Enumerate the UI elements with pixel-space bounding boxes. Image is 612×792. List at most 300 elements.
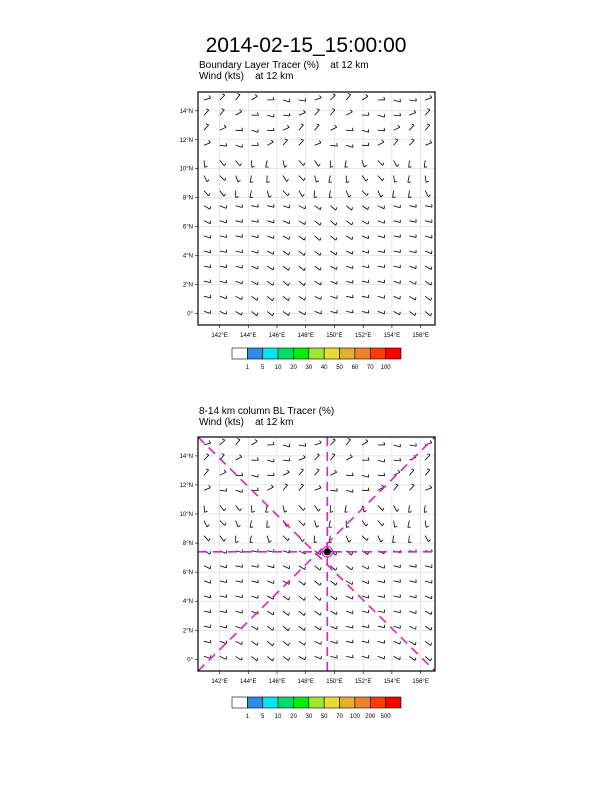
wind-barb-shaft — [409, 445, 416, 446]
wind-barb-flag — [336, 597, 337, 600]
wind-barb-flag — [382, 178, 384, 181]
wind-barb-shaft — [204, 191, 209, 196]
wind-barb-shaft — [362, 176, 366, 182]
wind-barb-shaft — [315, 176, 317, 183]
wind-barb-flag — [320, 222, 321, 225]
wind-barb-shaft — [204, 443, 211, 445]
wind-barb-flag — [349, 195, 351, 197]
wind-barb-shaft — [409, 281, 415, 284]
wind-barb-shaft — [220, 490, 227, 491]
wind-barb-shaft — [394, 281, 401, 283]
wind-barb-shaft — [329, 521, 330, 528]
wind-barb-shaft — [204, 626, 211, 627]
wind-barb-shaft — [394, 266, 401, 268]
wind-barb-shaft — [378, 115, 385, 117]
wind-barb-shaft — [409, 113, 416, 116]
wind-barb-flag — [411, 124, 414, 125]
wind-barb-shaft — [251, 266, 257, 269]
wind-barb-shaft — [204, 311, 211, 313]
wind-barb-shaft — [299, 266, 304, 270]
wind-barb-shaft — [346, 145, 353, 147]
colorbar-label: 20 — [290, 714, 297, 720]
wind-barb-shaft — [346, 206, 351, 210]
wind-barb-shaft — [251, 441, 257, 445]
wind-barb-flag — [321, 627, 322, 630]
wind-barb-shaft — [283, 505, 284, 512]
x-tick-label: 144°E — [240, 333, 257, 339]
colorbar-box — [247, 697, 262, 708]
colorbar-label: 1 — [245, 714, 250, 720]
wind-barb-flag — [352, 552, 353, 555]
wind-barb-shaft — [424, 505, 425, 512]
colorbar-box — [232, 348, 247, 359]
wind-barb-shaft — [204, 98, 211, 100]
wind-barb-flag — [397, 509, 399, 511]
wind-barb-shaft — [204, 656, 211, 658]
colorbar-box — [340, 697, 355, 708]
wind-barb-shaft — [204, 221, 210, 224]
y-tick-label: 14°N — [179, 108, 193, 115]
wind-barb-shaft — [283, 221, 289, 224]
wind-barb-shaft — [393, 536, 394, 543]
wind-barb-shaft — [394, 311, 400, 314]
wind-barb-shaft — [394, 596, 401, 597]
wind-barb-flag — [395, 526, 398, 527]
wind-barb-shaft — [267, 251, 273, 254]
wind-barb-flag — [416, 443, 417, 446]
wind-barb-shaft — [425, 296, 431, 300]
wind-barb-shaft — [267, 206, 274, 208]
wind-barb-flag — [426, 181, 429, 182]
wind-barb-shaft — [283, 566, 289, 569]
wind-barb-flag — [319, 95, 321, 97]
wind-barb-shaft — [330, 296, 337, 298]
wind-barb-shaft — [204, 536, 209, 541]
wind-barb-shaft — [299, 470, 304, 475]
wind-barb-flag — [364, 165, 366, 167]
wind-barb-shaft — [330, 490, 337, 491]
wind-barb-shaft — [267, 221, 274, 223]
wind-barb-shaft — [220, 311, 226, 314]
panel2-title: 8-14 km column BL Tracer (%) — [199, 406, 335, 417]
wind-barb-shaft — [378, 626, 385, 628]
wind-barb-shaft — [425, 581, 432, 583]
wind-barb-flag — [428, 540, 430, 542]
wind-barb-flag — [210, 551, 211, 554]
y-tick-label: 2°N — [182, 628, 193, 635]
wind-barb-shaft — [409, 160, 410, 167]
wind-barb-flag — [384, 442, 385, 445]
wind-barb-shaft — [220, 281, 227, 283]
wind-barb-shaft — [330, 611, 336, 614]
wind-barb-flag — [335, 470, 337, 472]
wind-barb-flag — [287, 470, 289, 472]
x-tick-label: 156°E — [412, 679, 429, 685]
wind-barb-shaft — [220, 611, 227, 612]
wind-barb-shaft — [330, 236, 336, 240]
wind-barb-shaft — [346, 440, 350, 445]
wind-barb-shaft — [267, 115, 274, 117]
wind-barb-flag — [224, 470, 226, 472]
colorbar-box — [370, 348, 385, 359]
wind-barb-flag — [330, 166, 333, 167]
panel1-title: Boundary Layer Tracer (%) — [199, 60, 320, 71]
x-tick-label: 154°E — [383, 679, 401, 685]
wind-barb-shaft — [346, 236, 352, 240]
wind-barb-shaft — [220, 191, 224, 197]
panel-2 — [180, 437, 435, 720]
wind-barb-shaft — [267, 626, 273, 630]
wind-barb-flag — [430, 485, 432, 487]
wind-barb-shaft — [283, 140, 288, 145]
wind-barb-shaft — [378, 581, 385, 583]
x-tick-label: 150°E — [326, 679, 343, 685]
wind-barb-shaft — [408, 176, 410, 183]
wind-barb-flag — [207, 525, 209, 527]
wind-barb-flag — [431, 612, 432, 615]
wind-barb-shaft — [299, 626, 305, 630]
wind-barb-shaft — [220, 656, 226, 659]
wind-barb-shaft — [283, 236, 289, 240]
wind-barb-shaft — [299, 281, 305, 285]
wind-barb-flag — [352, 567, 353, 570]
wind-barb-flag — [366, 524, 368, 526]
wind-barb-flag — [352, 207, 353, 210]
wind-barb-flag — [305, 297, 306, 300]
wind-barb-flag — [273, 643, 274, 646]
wind-barb-shaft — [251, 641, 257, 645]
wind-barb-flag — [346, 526, 349, 527]
wind-barb-shaft — [251, 581, 258, 583]
wind-barb-shaft — [236, 221, 243, 222]
colorbar-label: 10 — [274, 714, 282, 720]
wind-barb-shaft — [394, 221, 401, 223]
wind-barb-flag — [320, 207, 321, 210]
wind-barb-flag — [224, 539, 226, 541]
wind-barb-flag — [288, 298, 289, 301]
wind-barb-flag — [398, 125, 400, 127]
wind-barb-flag — [257, 658, 258, 661]
wind-barb-shaft — [236, 641, 242, 644]
wind-barb-flag — [288, 268, 289, 271]
wind-barb-shaft — [299, 581, 305, 585]
wind-barb-shaft — [394, 176, 395, 183]
wind-barb-shaft — [299, 566, 305, 570]
wind-barb-shaft — [425, 566, 432, 568]
wind-barb-shaft — [409, 581, 416, 583]
wind-barb-shaft — [425, 488, 432, 490]
wind-barb-shaft — [330, 656, 337, 658]
wind-barb-shaft — [378, 221, 385, 223]
colorbar-box — [263, 348, 278, 359]
wind-barb-shaft — [378, 656, 385, 658]
wind-barb-shaft — [330, 251, 336, 255]
wind-barb-flag — [304, 253, 305, 256]
wind-barb-flag — [381, 540, 383, 542]
wind-barb-flag — [238, 180, 240, 182]
wind-barb-flag — [205, 166, 208, 167]
wind-barb-shaft — [346, 656, 353, 657]
y-tick-label: 14°N — [179, 453, 193, 460]
wind-barb-shaft — [409, 611, 416, 613]
x-tick-label: 146°E — [268, 333, 286, 339]
panel1-title-suffix: at 12 km — [330, 60, 369, 71]
wind-barb-flag — [258, 488, 259, 491]
wind-barb-shaft — [299, 521, 304, 526]
wind-barb-shaft — [283, 296, 288, 300]
wind-barb-flag — [237, 94, 240, 95]
wind-barb-flag — [287, 179, 289, 181]
wind-barb-shaft — [315, 206, 321, 210]
wind-barb-shaft — [394, 626, 401, 628]
wind-barb-flag — [320, 598, 321, 601]
wind-barb-shaft — [393, 191, 394, 198]
wind-barb-shaft — [346, 251, 352, 254]
wind-barb-shaft — [315, 443, 322, 445]
wind-barb-shaft — [425, 251, 431, 254]
wind-barb-shaft — [409, 470, 414, 475]
wind-barb-shaft — [299, 611, 304, 615]
colorbar-label: 100 — [380, 365, 391, 371]
wind-barb-shaft — [299, 176, 304, 181]
wind-barb-shaft — [299, 311, 305, 314]
x-tick-label: 142°E — [211, 333, 228, 339]
wind-barb-shaft — [346, 457, 352, 460]
wind-barb-flag — [400, 657, 401, 660]
wind-barb-flag — [336, 552, 337, 555]
wind-barb-flag — [304, 523, 305, 526]
wind-barb-flag — [320, 238, 321, 241]
wind-barb-shaft — [315, 236, 320, 241]
wind-barb-flag — [304, 178, 305, 181]
wind-barb-shaft — [220, 626, 227, 628]
y-tick-label: 10°N — [179, 512, 193, 519]
wind-barb-shaft — [283, 176, 287, 182]
colorbar-box — [247, 348, 262, 359]
wind-barb-shaft — [251, 566, 258, 567]
wind-barb-shaft — [346, 281, 353, 283]
colorbar-label: 200 — [365, 714, 376, 720]
wind-barb-shaft — [315, 266, 321, 270]
wind-barb-shaft — [220, 160, 224, 165]
wind-barb-flag — [333, 439, 336, 440]
wind-barb-shaft — [204, 470, 209, 475]
wind-barb-flag — [431, 298, 432, 301]
wind-barb-shaft — [378, 206, 384, 209]
wind-barb-flag — [303, 508, 304, 511]
colorbar-box — [232, 697, 247, 708]
wind-barb-shaft — [409, 485, 414, 490]
wind-barb-shaft — [267, 611, 273, 615]
wind-barb-shaft — [236, 566, 243, 567]
wind-barb-flag — [426, 526, 429, 527]
wind-barb-flag — [304, 598, 305, 601]
wind-barb-flag — [318, 509, 320, 511]
wind-barb-shaft — [394, 472, 400, 475]
x-tick-label: 156°E — [412, 333, 429, 339]
wind-barb-shaft — [283, 266, 288, 270]
wind-barb-shaft — [251, 130, 258, 132]
wind-barb-shaft — [315, 98, 322, 100]
wind-barb-flag — [273, 612, 274, 615]
wind-barb-flag — [301, 124, 304, 125]
wind-barb-shaft — [236, 440, 240, 445]
wind-barb-shaft — [267, 281, 273, 285]
wind-barb-shaft — [315, 470, 320, 475]
wind-barb-flag — [320, 567, 321, 570]
wind-barb-shaft — [283, 127, 289, 130]
wind-barb-shaft — [250, 536, 251, 543]
wind-barb-shaft — [299, 206, 305, 209]
wind-barb-flag — [382, 140, 384, 142]
wind-barb-shaft — [394, 140, 399, 145]
wind-barb-shaft — [204, 596, 211, 598]
wind-barb-flag — [382, 523, 384, 526]
wind-barb-flag — [302, 194, 304, 196]
wind-barb-flag — [305, 567, 306, 570]
wind-barb-flag — [269, 541, 271, 543]
wind-barb-shaft — [315, 611, 321, 615]
wind-barb-shaft — [378, 521, 383, 526]
colorbar-box — [340, 348, 355, 359]
wind-barb-shaft — [425, 266, 431, 269]
wind-barb-flag — [368, 143, 369, 146]
wind-barb-flag — [258, 143, 259, 146]
wind-barb-shaft — [204, 566, 210, 569]
wind-barb-shaft — [220, 176, 225, 181]
wind-barb-shaft — [409, 251, 416, 253]
wind-barb-flag — [241, 657, 242, 660]
wind-barb-shaft — [236, 490, 243, 492]
wind-barb-flag — [395, 181, 398, 182]
wind-barb-shaft — [204, 521, 207, 527]
wind-barb-flag — [397, 164, 399, 166]
wind-barb-flag — [368, 207, 369, 210]
wind-barb-shaft — [299, 485, 304, 490]
wind-barb-shaft — [425, 536, 428, 542]
y-tick-label: 8°N — [182, 541, 193, 548]
wind-barb-shaft — [378, 611, 385, 612]
wind-barb-shaft — [236, 581, 243, 582]
wind-barb-shaft — [394, 206, 401, 208]
y-tick-label: 0° — [187, 657, 193, 664]
wind-barb-flag — [273, 628, 274, 631]
wind-barb-flag — [348, 439, 351, 440]
panel1-subtitle-suffix: at 12 km — [255, 71, 294, 82]
wind-barb-shaft — [346, 626, 353, 628]
wind-barb-flag — [206, 469, 209, 470]
wind-barb-flag — [224, 163, 226, 166]
wind-barb-shaft — [220, 296, 227, 298]
wind-barb-shaft — [346, 536, 349, 543]
wind-barb-shaft — [267, 641, 272, 645]
wind-barb-flag — [336, 237, 337, 240]
wind-barb-flag — [209, 538, 211, 541]
wind-barb-shaft — [346, 266, 353, 268]
wind-barb-flag — [255, 94, 257, 96]
x-tick-label: 148°E — [297, 333, 314, 339]
wind-barb-flag — [337, 612, 338, 615]
wind-barb-flag — [304, 613, 305, 616]
wind-barb-shaft — [267, 536, 269, 543]
wind-barb-flag — [273, 442, 274, 445]
wind-barb-shaft — [204, 143, 210, 146]
colorbar-label: 5 — [261, 365, 265, 371]
wind-barb-shaft — [315, 626, 321, 630]
wind-barb-flag — [302, 539, 304, 541]
wind-barb-shaft — [283, 656, 289, 660]
wind-barb-shaft — [299, 236, 305, 240]
wind-barb-shaft — [409, 236, 416, 238]
colorbar-box — [324, 697, 339, 708]
wind-barb-flag — [427, 109, 430, 110]
wind-barb-flag — [368, 221, 369, 224]
wind-barb-flag — [269, 196, 271, 198]
wind-barb-shaft — [378, 142, 384, 145]
colorbar-label: 5 — [261, 714, 265, 720]
wind-barb-flag — [366, 439, 368, 441]
wind-barb-shaft — [283, 191, 288, 196]
wind-barb-flag — [224, 125, 226, 127]
colorbar-label: 100 — [349, 714, 360, 720]
wind-barb-shaft — [378, 596, 385, 598]
y-tick-label: 12°N — [179, 137, 193, 144]
wind-barb-shaft — [425, 611, 431, 614]
wind-barb-shaft — [378, 266, 385, 267]
wind-barb-shaft — [251, 296, 257, 300]
wind-barb-shaft — [299, 100, 306, 101]
wind-barb-shaft — [204, 160, 205, 167]
wind-barb-flag — [206, 454, 209, 455]
wind-barb-shaft — [409, 505, 410, 512]
wind-barb-shaft — [409, 221, 416, 222]
colorbar-box — [355, 348, 370, 359]
wind-barb-flag — [318, 164, 320, 166]
wind-barb-shaft — [362, 521, 366, 527]
wind-barb-shaft — [345, 160, 346, 167]
colorbar-box — [309, 697, 324, 708]
colorbar-box — [386, 697, 401, 708]
wind-barb-flag — [381, 195, 383, 197]
wind-barb-flag — [400, 312, 401, 315]
wind-barb-flag — [222, 109, 225, 110]
wind-barb-flag — [320, 253, 321, 256]
wind-barb-flag — [320, 267, 321, 270]
panel2-subtitle: Wind (kts) — [199, 417, 244, 428]
wind-barb-shaft — [394, 581, 401, 582]
wind-barb-flag — [238, 525, 240, 527]
wind-barb-shaft — [330, 311, 337, 313]
wind-barb-shaft — [236, 296, 242, 299]
wind-barb-shaft — [378, 460, 385, 462]
wind-barb-shaft — [299, 458, 306, 461]
wind-barb-shaft — [425, 626, 431, 630]
wind-barb-shaft — [267, 551, 274, 553]
y-tick-label: 8°N — [182, 195, 193, 202]
wind-barb-shaft — [409, 641, 415, 645]
wind-barb-flag — [393, 197, 396, 198]
wind-barb-shaft — [220, 596, 227, 597]
wind-barb-shaft — [266, 505, 268, 512]
wind-barb-shaft — [409, 536, 410, 543]
wind-barb-flag — [305, 312, 306, 315]
wind-barb-flag — [336, 582, 337, 585]
wind-barb-shaft — [346, 311, 353, 312]
wind-barb-shaft — [283, 485, 288, 490]
wind-barb-shaft — [346, 112, 352, 115]
wind-barb-flag — [305, 642, 306, 645]
wind-barb-flag — [424, 512, 427, 513]
